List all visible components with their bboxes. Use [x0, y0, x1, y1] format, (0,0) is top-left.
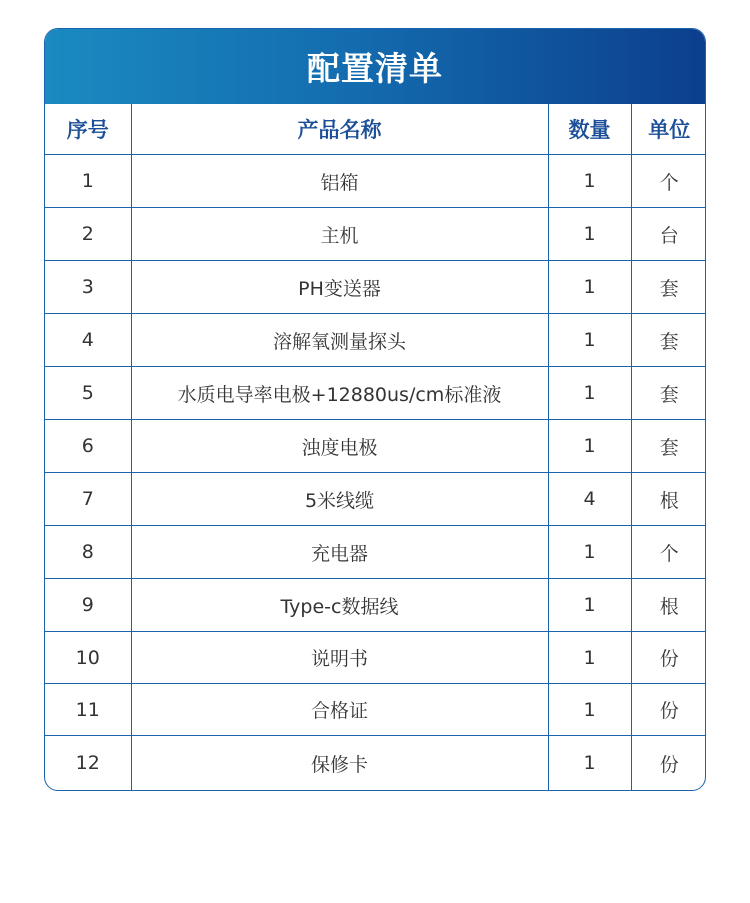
- config-list-card: [44, 28, 706, 791]
- cell-quantity: 1: [548, 684, 631, 736]
- cell-product-name: 合格证: [131, 684, 548, 736]
- table-row: [45, 208, 706, 261]
- table-row: [45, 526, 706, 579]
- cell-product-name: 铝箱: [131, 155, 548, 208]
- cell-unit: 份: [631, 632, 706, 684]
- table-header-row: [45, 104, 706, 155]
- table-row: [45, 632, 706, 684]
- cell-product-name: 水质电导率电极+12880us/cm标准液: [131, 367, 548, 420]
- cell-quantity: 4: [548, 473, 631, 526]
- cell-unit: 套: [631, 367, 706, 420]
- cell-index: 2: [45, 208, 131, 261]
- cell-quantity: 1: [548, 261, 631, 314]
- cell-index: 10: [45, 632, 131, 684]
- cell-quantity: 1: [548, 155, 631, 208]
- cell-unit: 个: [631, 155, 706, 208]
- cell-index: 5: [45, 367, 131, 420]
- cell-product-name: 5米线缆: [131, 473, 548, 526]
- cell-quantity: 1: [548, 736, 631, 791]
- cell-unit: 个: [631, 526, 706, 579]
- cell-product-name: 溶解氧测量探头: [131, 314, 548, 367]
- table-row: [45, 736, 706, 791]
- header-unit: 单位: [631, 104, 706, 155]
- cell-product-name: Type-c数据线: [131, 579, 548, 632]
- table-row: [45, 155, 706, 208]
- cell-index: 12: [45, 736, 131, 791]
- header-product-name: 产品名称: [131, 104, 548, 155]
- cell-unit: 根: [631, 473, 706, 526]
- cell-product-name: 浊度电极: [131, 420, 548, 473]
- page-title: 配置清单: [307, 49, 443, 88]
- cell-quantity: 1: [548, 632, 631, 684]
- cell-product-name: 保修卡: [131, 736, 548, 791]
- cell-index: 4: [45, 314, 131, 367]
- table-row: [45, 579, 706, 632]
- cell-product-name: 主机: [131, 208, 548, 261]
- cell-product-name: 充电器: [131, 526, 548, 579]
- cell-quantity: 1: [548, 526, 631, 579]
- table-body: [45, 155, 706, 791]
- cell-unit: 根: [631, 579, 706, 632]
- cell-product-name: 说明书: [131, 632, 548, 684]
- cell-index: 7: [45, 473, 131, 526]
- table-row: [45, 314, 706, 367]
- cell-index: 8: [45, 526, 131, 579]
- cell-index: 6: [45, 420, 131, 473]
- cell-unit: 套: [631, 420, 706, 473]
- table-row: [45, 473, 706, 526]
- cell-index: 9: [45, 579, 131, 632]
- cell-quantity: 1: [548, 208, 631, 261]
- cell-unit: 份: [659, 753, 679, 776]
- config-table: [45, 104, 706, 790]
- cell-quantity: 1: [548, 367, 631, 420]
- table-row: [45, 420, 706, 473]
- cell-quantity: 1: [548, 314, 631, 367]
- cell-quantity: 1: [548, 579, 631, 632]
- cell-unit: 份: [631, 684, 706, 736]
- table-row: [45, 367, 706, 420]
- cell-unit: 套: [631, 314, 706, 367]
- table-row: [45, 261, 706, 314]
- header-index: 序号: [45, 104, 131, 155]
- cell-product-name: PH变送器: [131, 261, 548, 314]
- cell-index: 1: [45, 155, 131, 208]
- table-row: [45, 684, 706, 736]
- cell-unit: 台: [631, 208, 706, 261]
- cell-index: 11: [45, 684, 131, 736]
- header-quantity: 数量: [548, 104, 631, 155]
- cell-index: 3: [45, 261, 131, 314]
- cell-unit: 套: [631, 261, 706, 314]
- cell-quantity: 1: [548, 420, 631, 473]
- title-bar: [45, 29, 705, 104]
